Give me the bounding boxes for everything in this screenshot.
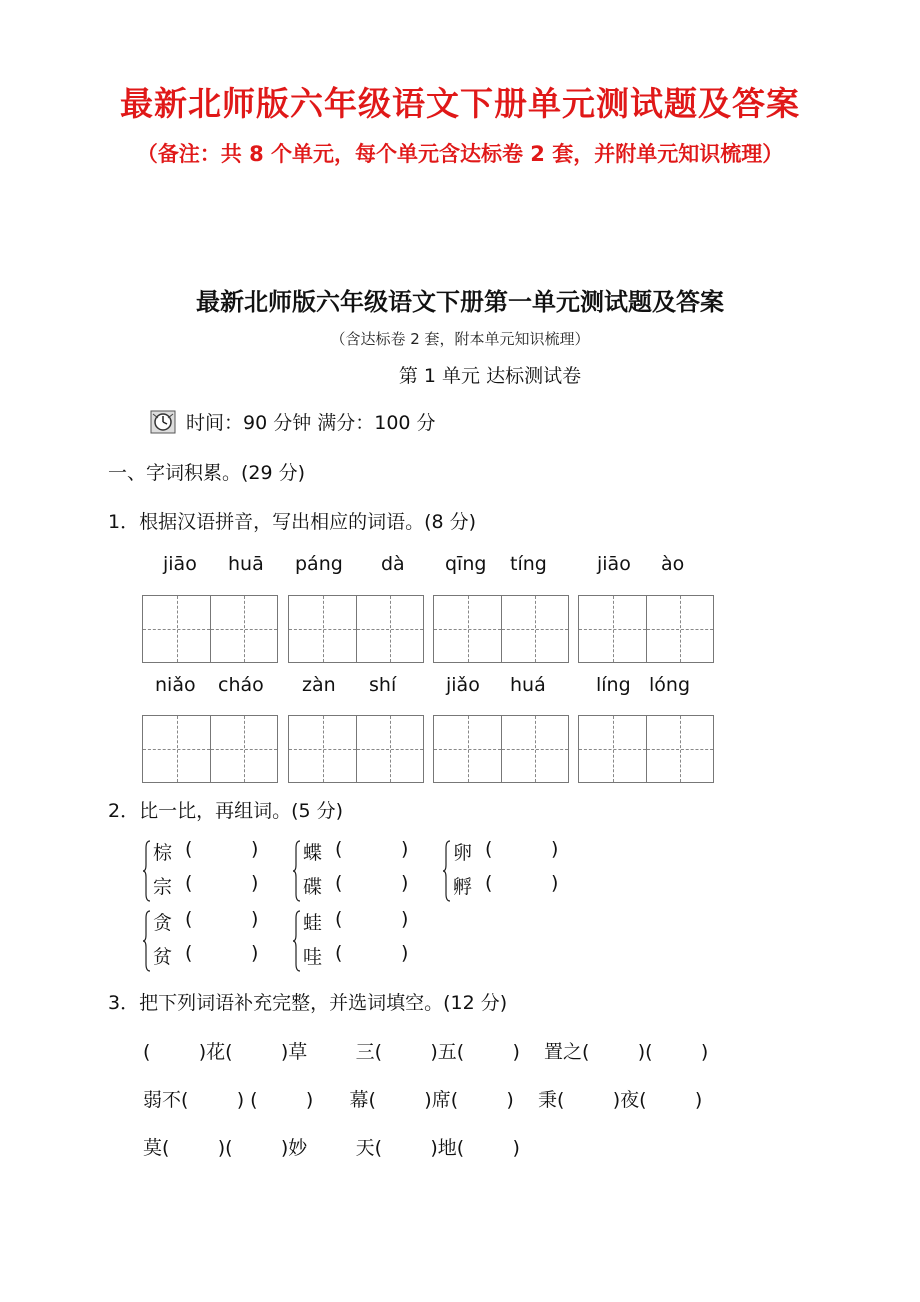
section-title: 最新北师版六年级语文下册第一单元测试题及答案 <box>196 288 724 316</box>
compare-char: 孵 <box>453 876 473 898</box>
paren-close: ) <box>551 872 559 894</box>
paren-close: ) <box>401 942 409 964</box>
writing-box[interactable] <box>578 715 714 783</box>
compare-char: 贪 <box>153 912 173 934</box>
paren-close: ) <box>401 838 409 860</box>
writing-box[interactable] <box>142 595 278 663</box>
time-info <box>150 408 436 435</box>
paren-open: ( <box>485 872 493 894</box>
paren-open: ( <box>335 942 343 964</box>
paren-open: ( <box>335 908 343 930</box>
pinyin: huá <box>510 674 546 696</box>
pinyin: jiāo <box>597 553 631 575</box>
paren-close: ) <box>251 942 259 964</box>
brace-icon <box>143 910 151 972</box>
section-subtitle: （含达标卷 2 套，附本单元知识梳理） <box>330 330 590 348</box>
unit-title: 第 1 单元 达标测试卷 <box>398 365 582 387</box>
compare-char: 棕 <box>153 842 173 864</box>
pinyin: qīng <box>445 553 487 575</box>
paren-close: ) <box>401 908 409 930</box>
paren-close: ) <box>551 838 559 860</box>
document-note: （备注：共 8 个单元，每个单元含达标卷 2 套，并附单元知识梳理） <box>136 142 784 166</box>
paren-close: ) <box>401 872 409 894</box>
compare-pair <box>443 838 583 904</box>
brace-icon <box>293 910 301 972</box>
compare-char: 碟 <box>303 876 323 898</box>
writing-box[interactable] <box>288 595 424 663</box>
compare-char: 蝶 <box>303 842 323 864</box>
compare-pair <box>143 838 283 904</box>
pinyin: jiǎo <box>446 674 480 696</box>
fill-line-2[interactable]: 弱不( ) ( ) 幕( )席( ) 秉( )夜( ) <box>143 1089 703 1111</box>
brace-icon <box>443 840 451 902</box>
compare-char: 宗 <box>153 876 173 898</box>
paren-open: ( <box>185 908 193 930</box>
compare-pair <box>143 908 283 974</box>
paren-close: ) <box>251 908 259 930</box>
compare-pair <box>293 838 433 904</box>
q1-label: 1．根据汉语拼音，写出相应的词语。(8 分) <box>108 511 477 533</box>
paren-open: ( <box>335 838 343 860</box>
paren-close: ) <box>251 838 259 860</box>
part1-heading: 一、字词积累。(29 分) <box>108 462 306 484</box>
fill-line-1[interactable]: ( )花( )草 三( )五( ) 置之( )( ) <box>143 1041 709 1063</box>
pinyin: niǎo <box>155 674 196 696</box>
compare-char: 贫 <box>153 946 173 968</box>
fill-line-3[interactable]: 莫( )( )妙 天( )地( ) <box>143 1137 520 1159</box>
exam-clock-icon <box>150 410 176 434</box>
paren-open: ( <box>185 872 193 894</box>
q2-label: 2．比一比，再组词。(5 分) <box>108 800 344 822</box>
paren-close: ) <box>251 872 259 894</box>
writing-box[interactable] <box>142 715 278 783</box>
paren-open: ( <box>185 942 193 964</box>
brace-icon <box>293 840 301 902</box>
document-main-title: 最新北师版六年级语文下册单元测试题及答案 <box>120 84 800 123</box>
pinyin: ào <box>661 553 685 575</box>
pinyin: páng <box>295 553 343 575</box>
writing-box[interactable] <box>578 595 714 663</box>
pinyin: tíng <box>510 553 547 575</box>
pinyin: lóng <box>649 674 691 696</box>
pinyin: dà <box>381 553 405 575</box>
brace-icon <box>143 840 151 902</box>
paren-open: ( <box>185 838 193 860</box>
paren-open: ( <box>485 838 493 860</box>
pinyin: huā <box>228 553 264 575</box>
time-text: 时间：90 分钟 满分：100 分 <box>186 412 436 434</box>
pinyin: zàn <box>302 674 336 696</box>
writing-box[interactable] <box>288 715 424 783</box>
writing-box[interactable] <box>433 715 569 783</box>
q3-label: 3．把下列词语补充完整，并选词填空。(12 分) <box>108 992 508 1014</box>
compare-pair <box>293 908 433 974</box>
pinyin: jiāo <box>163 553 197 575</box>
paren-open: ( <box>335 872 343 894</box>
compare-char: 卵 <box>453 842 473 864</box>
writing-box[interactable] <box>433 595 569 663</box>
pinyin: cháo <box>218 674 264 696</box>
compare-char: 哇 <box>303 946 323 968</box>
compare-char: 蛙 <box>303 912 323 934</box>
pinyin: shí <box>369 674 397 696</box>
pinyin: líng <box>596 674 631 696</box>
